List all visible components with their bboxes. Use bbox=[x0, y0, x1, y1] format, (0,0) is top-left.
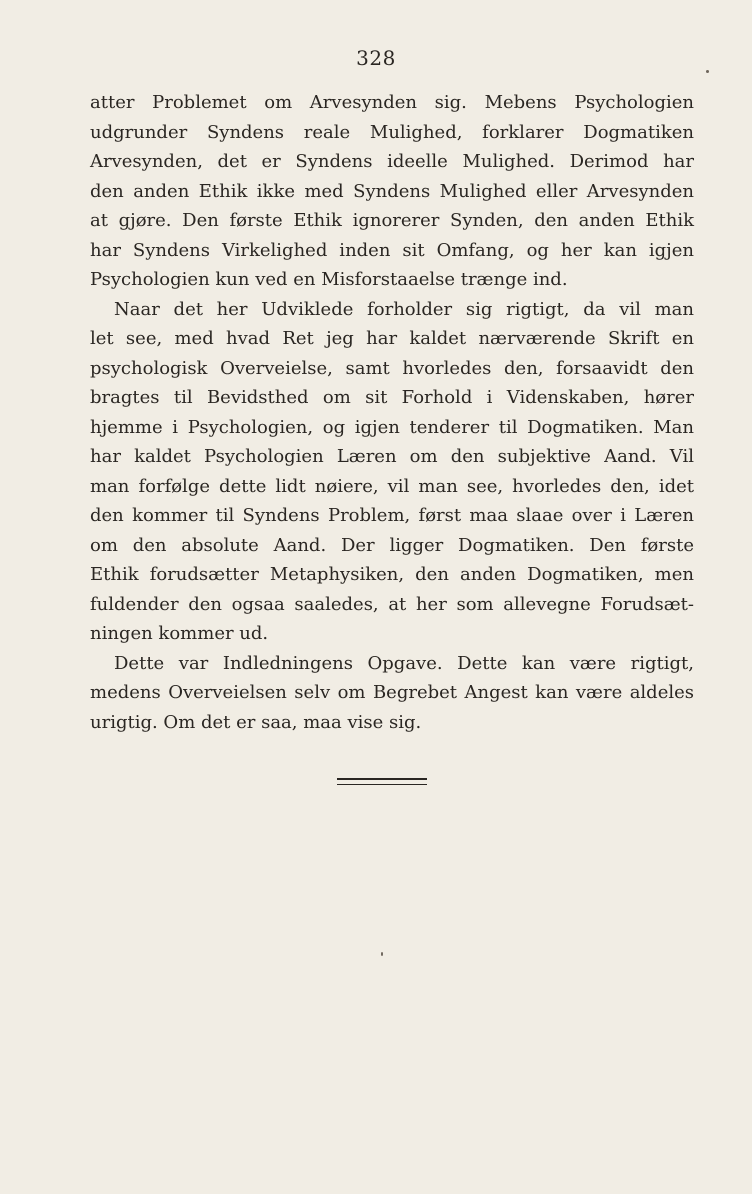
text-line: psychologisk Overveielse, samt hvorledes den, forsaavidt den bbox=[90, 357, 694, 379]
paragraph bbox=[90, 295, 694, 649]
text-line: om den absolute Aand. Der ligger Dogmatiken. Den første bbox=[90, 534, 694, 556]
paragraph bbox=[90, 88, 694, 295]
section-end-rule bbox=[337, 778, 427, 780]
text-line: den kommer til Syndens Problem, først maa slaae over i Læren bbox=[90, 505, 694, 526]
text-line: den anden Ethik ikke med Syndens Mulighed eller Arvesynden bbox=[90, 180, 694, 202]
text-line: Arvesynden, det er Syndens ideelle Mulighed. Derimod har bbox=[90, 151, 694, 172]
text-line: Ethik forudsætter Metaphysiken, den anden Dogmatiken, men bbox=[90, 564, 694, 585]
text-line: man forfølge dette lidt nøiere, vil man see, hvorledes den, idet bbox=[90, 475, 694, 497]
text-line: medens Overveielsen selv om Begrebet Angest kan være aldeles bbox=[90, 682, 694, 703]
text-line: har kaldet Psychologien Læren om den subjektive Aand. Vil bbox=[90, 446, 694, 467]
text-line: ningen kommer ud. bbox=[90, 623, 269, 644]
page-number: 328 bbox=[356, 46, 396, 70]
text-line: Naar det her Udviklede forholder sig rigtigt, da vil man bbox=[114, 298, 694, 320]
text-line: urigtig. Om det er saa, maa vise sig. bbox=[90, 711, 422, 733]
text-line: bragtes til Bevidsthed om sit Forhold i Videnskaben, hører bbox=[90, 387, 694, 408]
text-line: hjemme i Psychologien, og igjen tenderer til Dogmatiken. Man bbox=[90, 416, 694, 438]
text-line: fuldender den ogsaa saaledes, at her som allevegne Forudsæt- bbox=[90, 593, 694, 615]
text-line: har Syndens Virkelighed inden sit Omfang, og her kan igjen bbox=[90, 239, 694, 261]
paper-speck bbox=[381, 952, 383, 956]
section-end-rule-thin bbox=[337, 784, 427, 785]
text-line: Dette var Indledningens Opgave. Dette kan være rigtigt, bbox=[114, 652, 694, 674]
body-text bbox=[90, 88, 694, 737]
text-line: at gjøre. Den første Ethik ignorerer Synden, den anden Ethik bbox=[90, 210, 694, 231]
text-line: atter Problemet om Arvesynden sig. Mebens Psychologien bbox=[90, 92, 694, 113]
paper-speck bbox=[706, 70, 709, 73]
text-line: let see, med hvad Ret jeg har kaldet nærværende Skrift en bbox=[90, 328, 694, 349]
text-line: Psychologien kun ved en Misforstaaelse trænge ind. bbox=[90, 269, 568, 290]
text-line: udgrunder Syndens reale Mulighed, forklarer Dogmatiken bbox=[90, 121, 694, 143]
paragraph bbox=[90, 649, 694, 738]
